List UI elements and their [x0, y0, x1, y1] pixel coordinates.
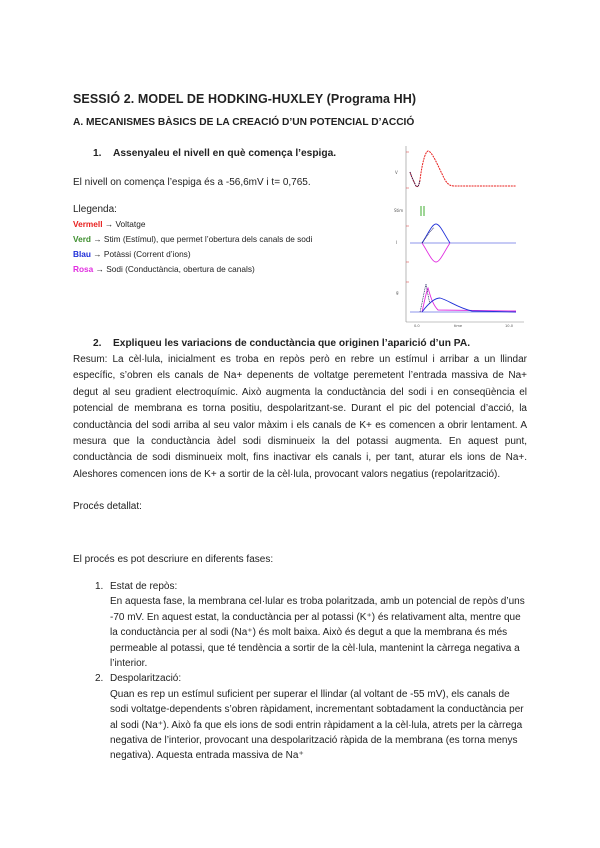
legend-label: Verd — [73, 234, 91, 244]
legend-label: Vermell — [73, 219, 103, 229]
process-steps — [95, 579, 527, 764]
legend-item-potassium — [73, 247, 312, 262]
legend-desc: Stim (Estímul), que permet l’obertura dels canals de sodi — [103, 234, 313, 244]
step-number: 1. — [95, 581, 104, 592]
legend — [73, 204, 312, 277]
hh-simulation-figure — [392, 144, 527, 328]
question-2-text: Expliqueu les variacions de conductància que originen l’aparició d’un PA. — [113, 338, 471, 349]
step-heading: Estat de repòs: — [110, 581, 178, 592]
question-2 — [93, 338, 470, 349]
panel-label-i: I — [396, 240, 398, 245]
legend-item-sodium — [73, 262, 312, 277]
question-1-text: Assenyaleu el nivell en què comença l’espiga. — [113, 148, 337, 159]
step-body: Quan es rep un estímul suficient per superar el llindar (al voltant de -55 mV), els canals de sodi voltatge-dependents s’obren ràpidament, incrementant sobtadament la conductància per al sodi (Na⁺). Això fa que els ions de sodi entrin ràpidament a la cèl·lula, atrets per la càrrega negativa de l’interior, provocant una despolarització ràpida de la membrana (es torna menys negativa). Aquesta entrada massiva de Na⁺ — [110, 688, 524, 762]
step-depolarization — [95, 671, 527, 763]
arrow-icon: → — [95, 264, 104, 274]
legend-heading: Llegenda: — [73, 204, 117, 215]
detailed-process-label: Procés detallat: — [73, 501, 142, 512]
step-heading: Despolarització: — [110, 673, 182, 685]
legend-desc: Sodi (Conductància, obertura de canals) — [106, 264, 255, 274]
arrow-icon: → — [93, 234, 102, 244]
x-axis-label: time — [454, 324, 463, 328]
step-number: 2. — [95, 673, 104, 685]
legend-desc: Potàssi (Corrent d’ions) — [103, 249, 191, 259]
arrow-icon: → — [93, 249, 102, 259]
legend-item-voltage — [73, 217, 312, 232]
document-title: SESSIÓ 2. MODEL DE HODKING-HUXLEY (Programa HH) — [73, 92, 417, 106]
step-body: En aquesta fase, la membrana cel·lular es troba polaritzada, amb un potencial de repòs d’uns -70 mV. En aquest estat, la conductància per al potassi (K⁺) és relativament alta, mentre que la conductància per al sodi (Na⁺) és molt baixa. Això és degut a que la membrana és més permeable al potassi, que té tendència a sortir de la cèl·lula, mantenint la càrrega negativa a l’interior. — [110, 596, 525, 670]
step-rest — [95, 579, 527, 671]
x-tick-start: 0.0 — [414, 324, 420, 328]
question-2-number: 2. — [93, 338, 102, 349]
figure-background — [392, 144, 527, 328]
arrow-icon: → — [104, 219, 114, 229]
legend-label: Rosa — [73, 264, 94, 274]
legend-label: Blau — [73, 249, 91, 259]
question-1 — [93, 148, 336, 159]
section-heading: A. MECANISMES BÀSICS DE LA CREACIÓ D’UN POTENCIAL D’ACCIÓ — [73, 117, 415, 128]
process-intro: El procés es pot descriure en diferents fases: — [73, 554, 274, 565]
question-1-number: 1. — [93, 148, 102, 159]
answer-1: El nivell on comença l’espiga és a -56,6mV i t= 0,765. — [73, 177, 311, 188]
panel-label-v: V — [395, 170, 398, 175]
summary-paragraph: Resum: La cèl·lula, inicialment es troba en repòs però en rebre un estímul i arribar a un llindar específic, s’obren els canals de Na+ depenents de voltatge peremetent l’entrada massiva de Na+ degut al seu gradient electroquímic. Això augmenta la conductància del sodi i en conseqüència el potencial de membrana es torna positiu, despolaritzant-se. Durant el pic del potencial d’acció, la conductància del sodi arriba al seu valor màxim i els canals de K+ es comencen a obrir lentament. A mesura que la conductància àdel sodi disminueix la del potassi augmenta. En aquest punt, conductància de sodi disminueix molt, fins inactivar els canals i, per tant, aturar els ions de Na+. Aleshores comencen ions de K+ a sortir de la cèl·lula, provocant valors negatius (repolarització). — [73, 354, 527, 480]
panel-label-g: g — [396, 290, 399, 295]
panel-label-stim: Stim — [394, 208, 404, 213]
legend-desc: Voltatge — [115, 219, 146, 229]
legend-item-stim — [73, 232, 312, 247]
x-tick-end: 10.0 — [505, 324, 514, 328]
